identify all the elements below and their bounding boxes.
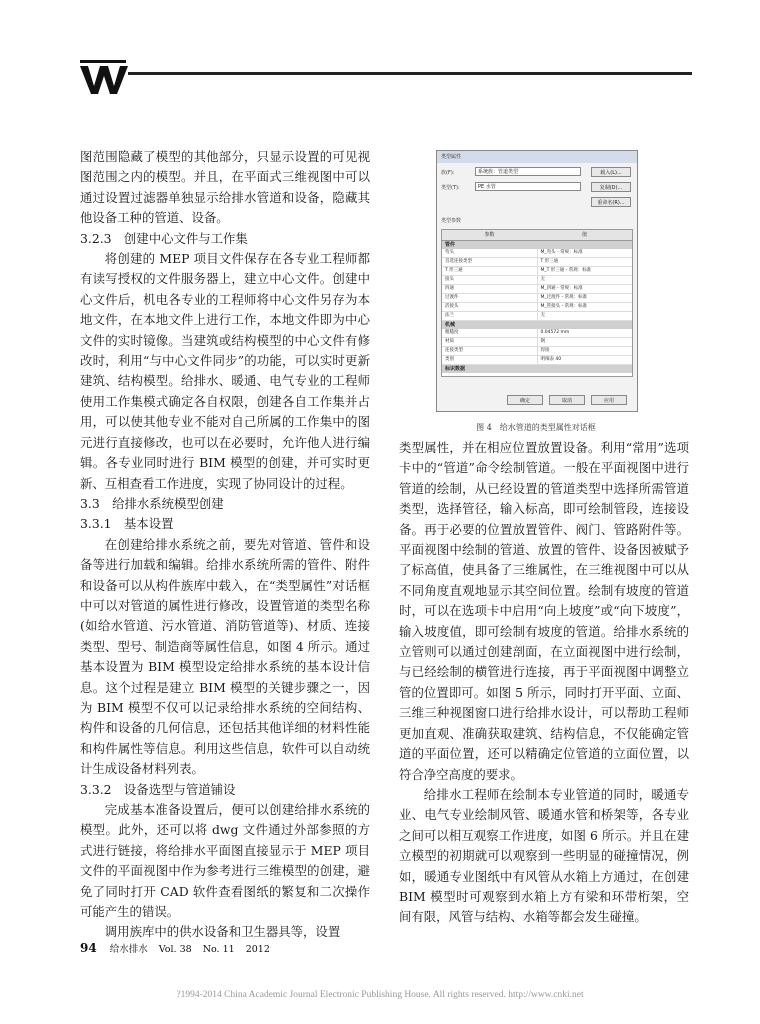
table-row: 四通 M_四通 - 常规：标准 bbox=[442, 285, 632, 294]
figure-4-dialog bbox=[436, 150, 638, 412]
type-label: 类型(T): bbox=[441, 185, 460, 191]
params-table bbox=[441, 229, 633, 377]
table-row: 类别 明细表 40 bbox=[442, 356, 632, 365]
type-select: PE 水管 bbox=[475, 182, 581, 191]
dialog-title: 类型属性 bbox=[437, 151, 637, 163]
table-row: 过渡件 M_过渡件 - 常规：标准 bbox=[442, 294, 632, 303]
table-row: 接头 无 bbox=[442, 276, 632, 285]
table-row: 连接类型 焊接 bbox=[442, 347, 632, 356]
table-row: 材质 钢 bbox=[442, 338, 632, 347]
paragraph: 图范围隐藏了模型的其他部分，只显示设置的可见视图范围之内的模型。并且，在平面式三维视图中可以通过设置过滤器单独显示给排水管道和设备，隐藏其他设备工种的管道、设备。 bbox=[80, 149, 370, 226]
section-heading: 3.3.2 设备选型与管道铺设 bbox=[80, 781, 236, 797]
rename-button: 重命名(R)... bbox=[591, 197, 631, 207]
table-row: 法兰 无 bbox=[442, 312, 632, 321]
header-param: 参数 bbox=[484, 232, 495, 238]
paragraph: 在创建给排水系统之前，要先对管道、管件和设备等进行加载和编辑。给排水系统所需的管件、附件和设备可以从构件族库中载入，在“类型属性”对话框中可以对管道的属性进行修改，设置管道的类型名称(如给水管道、污水管道、消防管道等)、材质、连接类型、型号、制造商等属性信息，如图 4 所示。通过基本设置为 BIM 模型设定给排水系统的基本设计信息。这个过程是建立 BIM 模型的关键步骤之一，因为 BIM 模型不仅可以记录给排水系统的空间结构、构件和设备的几何信息，还包括其他详细的材料性能和构件属性等信息。利用这些信息，软件可以自动统计生成设备材料列表。 bbox=[80, 536, 370, 777]
figure-caption: 图 4 给水管道的类型属性对话框 bbox=[476, 423, 596, 432]
table-row: 弯头 M_弯头 - 常规：标准 bbox=[442, 249, 632, 258]
table-row: 粗糙度 0.04572 mm bbox=[442, 329, 632, 338]
ok-button: 确定 bbox=[507, 395, 543, 405]
table-row: T 形三通 M_T 形三通 - 常规：标准 bbox=[442, 267, 632, 276]
page-number: 94 bbox=[80, 941, 97, 955]
family-select: 系统族：管道类型 bbox=[475, 167, 581, 176]
section-heading: 3.3.1 基本设置 bbox=[80, 516, 174, 532]
apply-button: 应用 bbox=[591, 395, 627, 405]
family-label: 族(F): bbox=[441, 170, 455, 176]
paragraph: 给排水工程师在绘制本专业管道的同时，暖通专业、电气专业绘制风管、暖通水管和桥架等，各专业之间可以相互观察工作进度，如图 6 所示。并且在建立模型的初期就可以观察到一些明显的碰撞情况，例如，暖通专业图纸中有风管从水箱上方通过，在创建 BIM 模型时可观察到水箱上方有梁和环带桁架，空间有限，风管与结构、水箱等都会发生碰撞。 bbox=[399, 786, 689, 925]
journal-name: 给水排水 bbox=[109, 944, 148, 955]
header-value: 值 bbox=[581, 232, 587, 238]
page-footer bbox=[80, 941, 278, 955]
group-row: 标识数据 bbox=[442, 365, 632, 373]
copyright-notice: ?1994-2014 China Academic Journal Electronic Publishing House. All rights reserved. http://www.cnki.net bbox=[176, 990, 584, 1000]
paragraph: 完成基本准备设置后，便可以创建给排水系统的模型。此外，还可以将 dwg 文件通过外部参照的方式进行链接，将给排水平面图直接显示于 MEP 项目文件的平面视图中作为参考进行三维模型的创建，避免了同时打开 CAD 软件查看图纸的繁复和二次操作可能产生的错误。 bbox=[80, 802, 370, 920]
left-column bbox=[80, 147, 370, 943]
paragraph: 类型属性，并在相应位置放置设备。利用“常用”选项卡中的“管道”命令绘制管道。一般在平面视图中进行管道的绘制，从已经设置的管道类型中选择所需管道类型，选择管径，输入标高，即可绘制管段，连接设备。再于必要的位置放置管件、阀门、管路附件等。平面视图中绘制的管道、放置的管件、设备因被赋予了标高值，使具备了三维属性，在三维视图中可以从不同角度直观地显示其空间位置。绘制有坡度的管道时，可以在选项卡中启用“向上坡度”或“向下坡度”，输入坡度值，即可绘制有坡度的管道。给排水系统的立管则可以通过创建剖面，在立面视图中进行绘制，与已经绘制的横管进行连接，再于平面视图中调整立管的位置即可。如图 5 所示，同时打开平面、立面、三维三种视图窗口进行给排水设计，可以帮助工程师更加直观、准确获取建筑、结构信息，不仅能确定管道的平面位置，还可以精确定位管道的立面位置，以符合净空高度的要求。 bbox=[399, 440, 689, 782]
issue: No. 11 bbox=[202, 944, 235, 955]
volume: Vol. 38 bbox=[158, 944, 192, 955]
section-heading: 3.2.3 创建中心文件与工作集 bbox=[80, 230, 248, 246]
load-button: 载入(L)... bbox=[591, 167, 631, 177]
group-row: 机械 bbox=[442, 321, 632, 329]
header-rule bbox=[128, 72, 692, 75]
cancel-button: 取消 bbox=[549, 395, 585, 405]
section-heading: 3.3 给排水系统模型创建 bbox=[80, 495, 224, 511]
year: 2012 bbox=[245, 944, 270, 955]
paragraph: 将创建的 MEP 项目文件保存在各专业工程师都有读写授权的文件服务器上，建立中心文件。创建中心文件后，机电各专业的工程师将中心文件另存为本地文件，在本地文件上进行工作，本地文件即为中心文件的实时镜像。当建筑或结构模型的中心文件有修改时，利用“与中心文件同步”的功能，可以实时更新建筑、结构模型。给排水、暖通、电气专业的工程师使用工作集模式确定各自权限，创建各自工作集并占用，可以使其他专业不能对自己所属的工作集中的图元进行直接修改，也可以在必要时，允许他人进行编辑。各专业同时进行 BIM 模型的创建，并可实时更新、互相查看工作进度，实现了协同设计的过程。 bbox=[80, 251, 370, 491]
journal-logo-icon bbox=[80, 60, 132, 96]
right-column bbox=[399, 438, 689, 928]
table-row: 首选连接类型 T 形三通 bbox=[442, 258, 632, 267]
table-row: 活接头 M_管接头 - 常规：标准 bbox=[442, 303, 632, 312]
group-row: 管件 bbox=[442, 241, 632, 249]
table-header bbox=[442, 230, 632, 241]
copy-button: 复制(D)... bbox=[591, 182, 631, 192]
type-params-label: 类型参数 bbox=[441, 218, 462, 224]
paragraph: 调用族库中的供水设备和卫生器具等，设置 bbox=[104, 924, 341, 940]
